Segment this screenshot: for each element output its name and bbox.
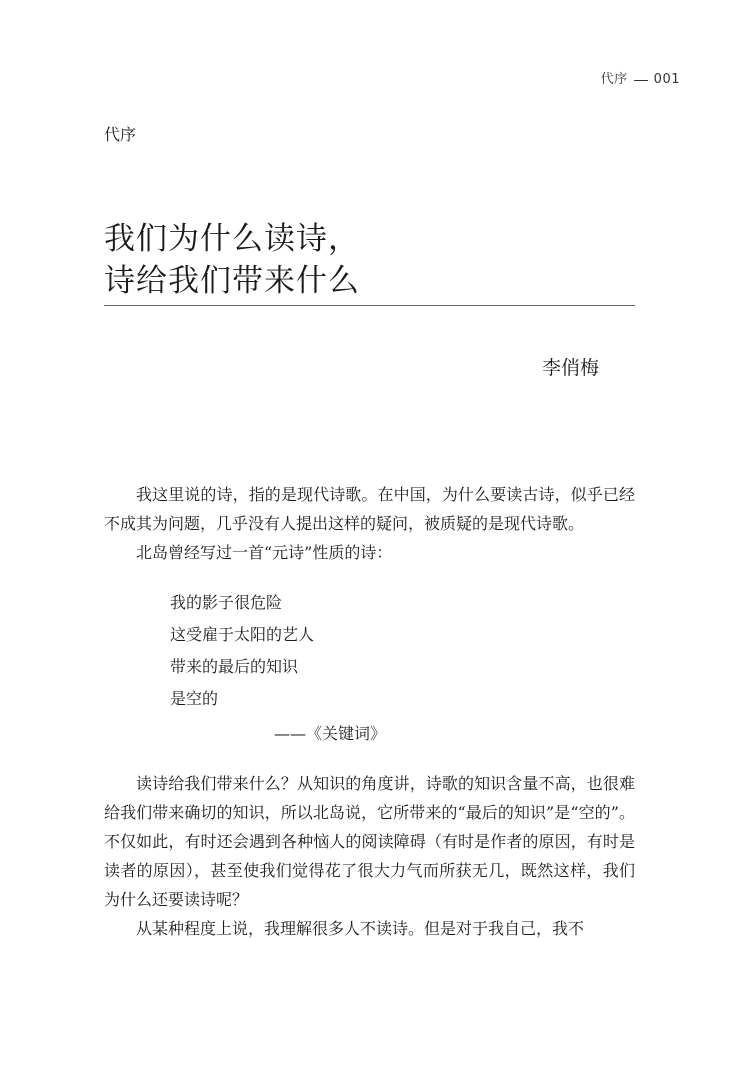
- body-text: [104, 480, 635, 943]
- paragraph: 从某种程度上说，我理解很多人不读诗。但是对于我自己，我不: [136, 919, 585, 938]
- section-label: 代序: [104, 125, 137, 144]
- poem-attribution: ——《关键词》: [274, 724, 387, 743]
- chapter-title: [104, 218, 360, 302]
- poem-line: 我的影子很危险: [170, 593, 283, 612]
- paragraph: 北岛曾经写过一首“元诗”性质的诗：: [136, 543, 393, 562]
- paragraph: 读诗给我们带来什么？从知识的角度讲，诗歌的知识含量不高，也很难给我们带来确切的知识，所以北岛说，它所带来的“最后的知识”是“空的”。不仅如此，有时还会遇到各种恼人的阅读障碍（有时是作者的原因，有时是读者的原因），甚至使我们觉得花了很大力气而所获无几，既然这样，我们为什么还要读诗呢？: [104, 774, 635, 909]
- poem-line: 带来的最后的知识: [170, 657, 299, 676]
- title-rule: [104, 305, 635, 306]
- spacer: [104, 749, 635, 769]
- author-name: 李俏梅: [542, 357, 600, 379]
- poem-line: 这受雇于太阳的艺人: [170, 625, 315, 644]
- paragraph: 我这里说的诗，指的是现代诗歌。在中国，为什么要读古诗，似乎已经不成其为问题，几乎没有人提出这样的疑问，被质疑的是现代诗歌。: [104, 485, 635, 533]
- title-line-2: 诗给我们带来什么: [104, 263, 360, 299]
- poem-line: 是空的: [170, 689, 219, 708]
- header-section: 代序: [600, 72, 628, 87]
- running-header: [601, 68, 680, 87]
- poem-quote: [170, 587, 635, 715]
- page-number: 001: [653, 72, 680, 87]
- header-separator: [634, 80, 648, 81]
- title-line-1: 我们为什么读诗，: [104, 221, 360, 257]
